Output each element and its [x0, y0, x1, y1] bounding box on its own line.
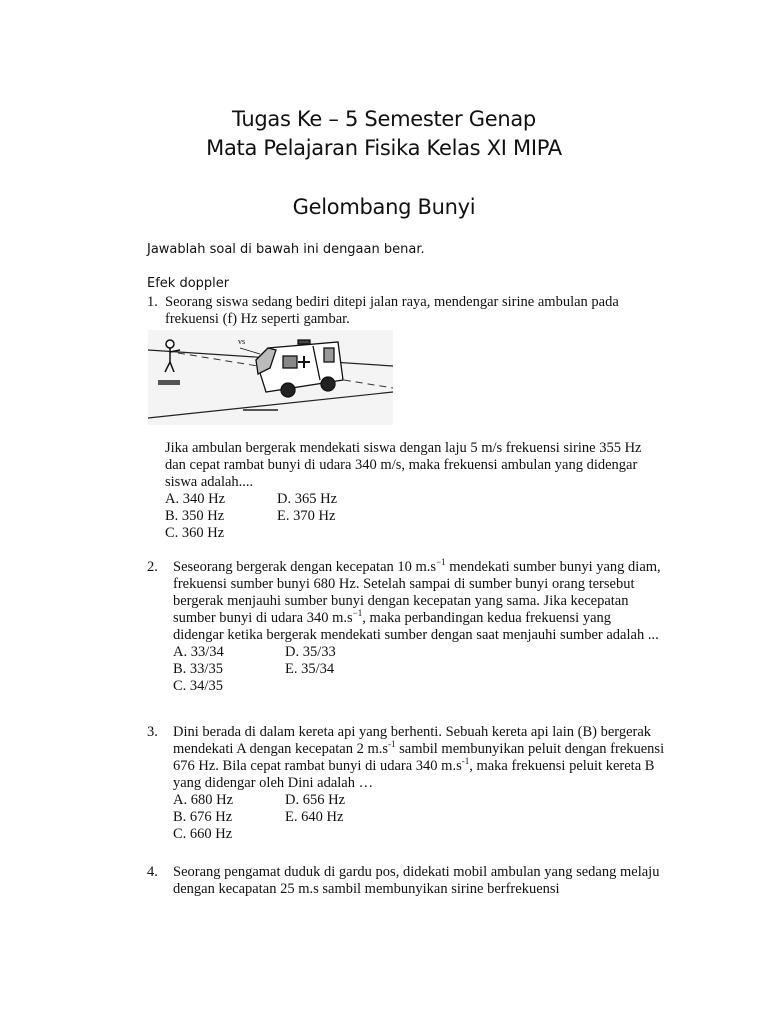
header-line-1: Tugas Ke – 5 Semester Genap: [232, 107, 536, 131]
question-1-option-e[interactable]: E. 370 Hz: [277, 508, 336, 524]
question-2-option-c[interactable]: C. 34/35: [173, 678, 223, 694]
question-1-option-d[interactable]: D. 365 Hz: [277, 491, 338, 507]
question-1-stem: Jika ambulan bergerak mendekati siswa dengan laju 5 m/s frekuensi sirine 355 Hz dan cepat rambat bunyi di udara 340 m/s, maka frekuensi ambulan yang didengar siswa adalah....: [165, 440, 642, 490]
question-3-option-b[interactable]: B. 676 Hz: [173, 809, 233, 825]
question-2-body: [173, 559, 665, 695]
question-1-option-b[interactable]: B. 350 Hz: [165, 508, 225, 524]
question-2-options: [173, 644, 665, 695]
question-3-option-e[interactable]: E. 640 Hz: [285, 809, 344, 825]
question-3-option-d[interactable]: D. 656 Hz: [285, 792, 346, 808]
question-1-intro: Seorang siswa sedang bediri ditepi jalan raya, mendengar sirine ambulan pada frekuensi (f) Hz seperti gambar.: [165, 294, 619, 327]
ambulance-illustration: [148, 330, 393, 425]
question-3-option-a[interactable]: A. 680 Hz: [173, 792, 234, 808]
question-2-number: 2.: [147, 559, 158, 575]
section-heading: Efek doppler: [147, 276, 230, 291]
question-4-text: Seorang pengamat duduk di gardu pos, didekati mobil ambulan yang sedang melaju dengan kecapatan 25 m.s sambil membunyikan sirine berfrekuensi: [173, 864, 660, 897]
question-1-body: [165, 440, 665, 542]
question-3-option-c[interactable]: C. 660 Hz: [173, 826, 233, 842]
question-1-number: 1.: [147, 294, 158, 310]
question-2-option-d[interactable]: D. 35/33: [285, 644, 336, 660]
question-3-options: [173, 792, 665, 843]
question-3-text: Dini berada di dalam kereta api yang berhenti. Sebuah kereta api lain (B) bergerak mendekati A dengan kecepatan 2 $m.s^{-1}$ sambil membunyikan peluit dengan frekuensi 676 Hz. Bila cepat rambat bunyi di udara 340 $m.s^{-1}$, maka frekuensi peluit kereta B yang didengar oleh Dini adalah …: [173, 724, 665, 791]
question-4-number: 4.: [147, 864, 158, 880]
question-2-option-a[interactable]: A. 33/34: [173, 644, 224, 660]
header-line-2: Mata Pelajaran Fisika Kelas XI MIPA: [206, 136, 562, 160]
question-3-body: [173, 724, 665, 843]
question-1-option-a[interactable]: A. 340 Hz: [165, 491, 226, 507]
question-2-option-b[interactable]: B. 33/35: [173, 661, 223, 677]
topic-title: Gelombang Bunyi: [292, 195, 476, 219]
question-1-options: [165, 491, 665, 542]
instruction: Jawablah soal di bawah ini dengaan benar.: [147, 242, 425, 257]
question-3-number: 3.: [147, 724, 158, 740]
velocity-label: vs: [238, 337, 246, 346]
question-1-option-c[interactable]: C. 360 Hz: [165, 525, 225, 541]
question-2-option-e[interactable]: E. 35/34: [285, 661, 335, 677]
question-2-text: Seseorang bergerak dengan kecepatan 10 $m.s^{-1}$ mendekati sumber bunyi yang diam, frekuensi sumber bunyi 680 Hz. Setelah sampai di sumber bunyi orang tersebut bergerak menjauhi sumber bunyi dengan kecepatan yang sama. Jika kecepatan sumber bunyi di udara 340 $m.s^{-1}$, maka perbandingan kedua frekuensi yang didengar ketika bergerak mendekati sumber dengan saat menjauhi sumber adalah ...: [173, 557, 661, 643]
